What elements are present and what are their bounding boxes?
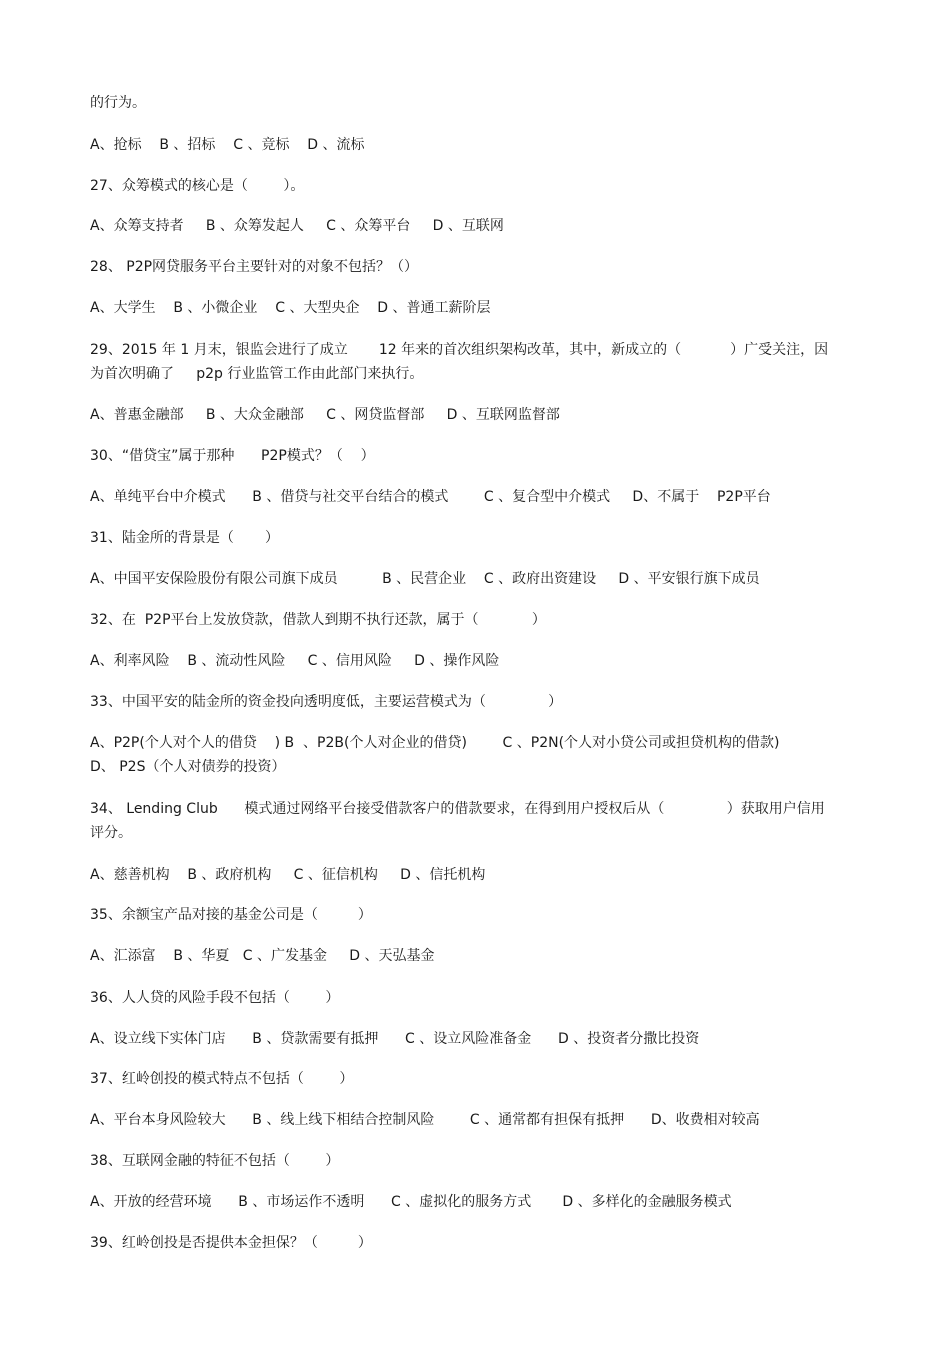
options-line: A、普惠金融部 B 、大众金融部 C 、网贷监督部 D 、互联网监督部	[90, 407, 560, 423]
options-line: A、P2P(个人对个人的借贷 ) B 、P2B(个人对企业的借贷) C 、P2N(个人对小贷公司或担贷机构的借款)	[90, 735, 780, 751]
question-29-continued: 为首次明确了 p2p 行业监管工作由此部门来执行。	[90, 366, 424, 382]
question-30: 30、“借贷宝”属于那种 P2P模式？（ ）	[90, 448, 375, 464]
options-line: A、设立线下实体门店 B 、贷款需要有抵押 C 、设立风险准备金 D 、投资者分撒比投资	[90, 1031, 700, 1047]
question-34: 34、 Lending Club 模式通过网络平台接受借款客户的借款要求，在得到用户授权后从（ ）获取用户信用	[90, 801, 825, 817]
text-line: 的行为。	[90, 95, 146, 111]
options-line: A、汇添富 B 、华夏 C 、广发基金 D 、天弘基金	[90, 948, 435, 964]
question-29: 29、2015 年 1 月末，银监会进行了成立 12 年来的首次组织架构改革，其中，新成立的（ ）广受关注，因	[90, 342, 829, 358]
options-line: A、单纯平台中介模式 B 、借贷与社交平台结合的模式 C 、复合型中介模式 D、不属于 P2P平台	[90, 489, 771, 505]
question-38: 38、互联网金融的特征不包括（ ）	[90, 1153, 340, 1169]
options-line: A、抢标 B 、招标 C 、竞标 D 、流标	[90, 137, 365, 153]
question-36: 36、人人贷的风险手段不包括（ ）	[90, 990, 340, 1006]
options-line: A、开放的经营环境 B 、市场运作不透明 C 、虚拟化的服务方式 D 、多样化的金融服务模式	[90, 1194, 732, 1210]
question-31: 31、陆金所的背景是（ ）	[90, 530, 279, 546]
question-33: 33、中国平安的陆金所的资金投向透明度低，主要运营模式为（ ）	[90, 694, 563, 710]
options-line: A、大学生 B 、小微企业 C 、大型央企 D 、普通工薪阶层	[90, 300, 491, 316]
question-34-continued: 评分。	[90, 825, 132, 841]
question-32: 32、在 P2P平台上发放贷款，借款人到期不执行还款，属于（ ）	[90, 612, 546, 628]
question-37: 37、红岭创投的模式特点不包括（ ）	[90, 1071, 354, 1087]
question-28: 28、 P2P网贷服务平台主要针对的对象不包括？（）	[90, 259, 419, 275]
options-line: A、慈善机构 B 、政府机构 C 、征信机构 D 、信托机构	[90, 867, 486, 883]
question-35: 35、余额宝产品对接的基金公司是（ ）	[90, 907, 372, 923]
question-27: 27、众筹模式的核心是（ ）。	[90, 178, 305, 194]
question-39: 39、红岭创投是否提供本金担保？（ ）	[90, 1235, 372, 1251]
options-line: A、众筹支持者 B 、众筹发起人 C 、众筹平台 D 、互联网	[90, 218, 504, 234]
options-line: A、中国平安保险股份有限公司旗下成员 B 、民营企业 C 、政府出资建设 D 、平安银行旗下成员	[90, 571, 760, 587]
options-line: A、平台本身风险较大 B 、线上线下相结合控制风险 C 、通常都有担保有抵押 D、收费相对较高	[90, 1112, 760, 1128]
options-line-continued: D、 P2S（个人对债券的投资）	[90, 759, 286, 775]
options-line: A、利率风险 B 、流动性风险 C 、信用风险 D 、操作风险	[90, 653, 500, 669]
